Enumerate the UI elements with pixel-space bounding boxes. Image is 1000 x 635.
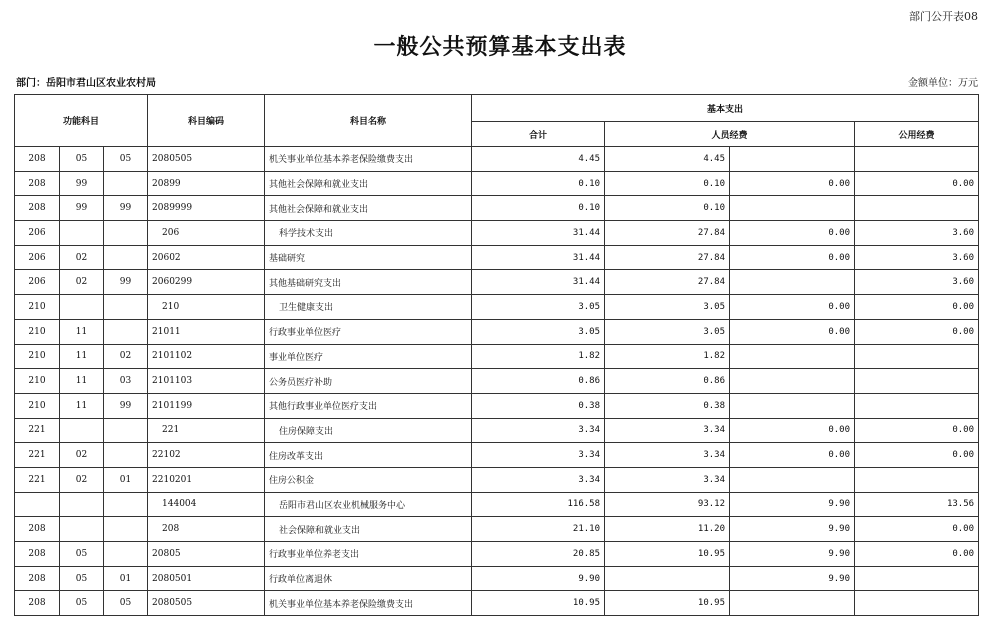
personnel-cell: 1.82 (605, 344, 730, 369)
public-cell: 0.00 (730, 295, 855, 320)
table-row (15, 196, 979, 221)
func-class-cell: 208 (15, 196, 60, 221)
func-item-cell: 02 (104, 344, 148, 369)
subject-code-cell: 2101199 (148, 393, 265, 418)
public-cell: 0.00 (730, 319, 855, 344)
func-item-cell (104, 319, 148, 344)
total-cell: 3.34 (472, 443, 605, 468)
func-item-cell: 05 (104, 591, 148, 616)
subject-name-cell: 基础研究 (265, 245, 472, 270)
table-row (15, 418, 979, 443)
header-basic-expenditure: 基本支出 (472, 95, 979, 122)
func-class-cell: 210 (15, 393, 60, 418)
table-row (15, 566, 979, 591)
subject-code-cell: 2101103 (148, 369, 265, 394)
subject-code-cell: 208 (148, 517, 265, 542)
func-item-cell (104, 443, 148, 468)
table-row (15, 270, 979, 295)
func-item-cell (104, 221, 148, 246)
table-row (15, 591, 979, 616)
func-section-cell (60, 295, 104, 320)
subject-code-cell: 210 (148, 295, 265, 320)
table-row (15, 221, 979, 246)
total-cell: 0.10 (472, 196, 605, 221)
func-section-cell: 05 (60, 542, 104, 567)
public-cell (730, 270, 855, 295)
public-expense-cell: 0.00 (855, 517, 979, 542)
total-cell: 31.44 (472, 245, 605, 270)
public-expense-cell (855, 591, 979, 616)
public-cell (730, 344, 855, 369)
func-item-cell: 05 (104, 147, 148, 172)
table-row (15, 245, 979, 270)
total-cell: 3.34 (472, 418, 605, 443)
func-item-cell: 01 (104, 467, 148, 492)
func-section-cell: 05 (60, 147, 104, 172)
personnel-cell: 93.12 (605, 492, 730, 517)
func-section-cell: 11 (60, 319, 104, 344)
public-expense-cell: 0.00 (855, 418, 979, 443)
func-class-cell: 208 (15, 542, 60, 567)
public-cell: 0.00 (730, 221, 855, 246)
subject-code-cell: 2089999 (148, 196, 265, 221)
func-class-cell: 208 (15, 517, 60, 542)
personnel-cell: 27.84 (605, 221, 730, 246)
personnel-cell: 3.34 (605, 443, 730, 468)
public-cell: 9.90 (730, 542, 855, 567)
func-class-cell: 221 (15, 443, 60, 468)
func-item-cell (104, 517, 148, 542)
func-item-cell (104, 542, 148, 567)
table-row (15, 542, 979, 567)
public-cell (730, 196, 855, 221)
public-expense-cell: 3.60 (855, 245, 979, 270)
public-expense-cell (855, 196, 979, 221)
personnel-cell: 0.10 (605, 171, 730, 196)
func-section-cell (60, 517, 104, 542)
total-cell: 0.86 (472, 369, 605, 394)
subject-name-cell: 住房改革支出 (265, 443, 472, 468)
personnel-cell: 3.05 (605, 319, 730, 344)
func-section-cell (60, 418, 104, 443)
subject-name-cell: 机关事业单位基本养老保险缴费支出 (265, 591, 472, 616)
func-item-cell (104, 245, 148, 270)
func-section-cell: 99 (60, 196, 104, 221)
func-class-cell: 206 (15, 270, 60, 295)
func-class-cell: 208 (15, 591, 60, 616)
public-expense-cell: 0.00 (855, 319, 979, 344)
personnel-cell: 10.95 (605, 542, 730, 567)
total-cell: 3.05 (472, 295, 605, 320)
subject-name-cell: 卫生健康支出 (265, 295, 472, 320)
table-row (15, 295, 979, 320)
subject-name-cell: 住房保障支出 (265, 418, 472, 443)
func-section-cell: 02 (60, 443, 104, 468)
total-cell: 4.45 (472, 147, 605, 172)
personnel-cell (605, 566, 730, 591)
personnel-cell: 27.84 (605, 270, 730, 295)
subject-code-cell: 221 (148, 418, 265, 443)
subject-name-cell: 其他社会保障和就业支出 (265, 171, 472, 196)
func-class-cell: 206 (15, 245, 60, 270)
total-cell: 31.44 (472, 270, 605, 295)
public-expense-cell (855, 147, 979, 172)
func-item-cell: 01 (104, 566, 148, 591)
subject-code-cell: 206 (148, 221, 265, 246)
subject-name-cell: 住房公积金 (265, 467, 472, 492)
func-class-cell: 210 (15, 369, 60, 394)
department-label: 部门：岳阳市君山区农业农村局 (16, 78, 156, 89)
func-class-cell: 210 (15, 319, 60, 344)
func-item-cell (104, 418, 148, 443)
func-section-cell: 11 (60, 369, 104, 394)
subject-name-cell: 机关事业单位基本养老保险缴费支出 (265, 147, 472, 172)
public-expense-cell: 0.00 (855, 443, 979, 468)
subject-code-cell: 20899 (148, 171, 265, 196)
personnel-cell: 4.45 (605, 147, 730, 172)
personnel-cell: 0.86 (605, 369, 730, 394)
total-cell: 10.95 (472, 591, 605, 616)
subject-name-cell: 岳阳市君山区农业机械服务中心 (265, 492, 472, 517)
subject-code-cell: 2080505 (148, 147, 265, 172)
public-cell: 9.90 (730, 492, 855, 517)
subject-code-cell: 144004 (148, 492, 265, 517)
func-section-cell: 05 (60, 591, 104, 616)
table-row (15, 171, 979, 196)
public-expense-cell: 13.56 (855, 492, 979, 517)
total-cell: 1.82 (472, 344, 605, 369)
total-cell: 31.44 (472, 221, 605, 246)
func-section-cell: 11 (60, 393, 104, 418)
personnel-cell: 0.38 (605, 393, 730, 418)
table-row (15, 443, 979, 468)
personnel-cell: 3.05 (605, 295, 730, 320)
public-cell: 9.90 (730, 566, 855, 591)
func-item-cell: 99 (104, 393, 148, 418)
budget-table (14, 94, 979, 616)
func-section-cell: 99 (60, 171, 104, 196)
func-class-cell (15, 492, 60, 517)
total-cell: 9.90 (472, 566, 605, 591)
total-cell: 0.10 (472, 171, 605, 196)
func-class-cell: 208 (15, 171, 60, 196)
public-cell (730, 467, 855, 492)
header-func-subject: 功能科目 (15, 95, 148, 147)
header-personnel: 人员经费 (605, 122, 855, 147)
func-section-cell (60, 492, 104, 517)
table-row (15, 369, 979, 394)
func-section-cell: 02 (60, 270, 104, 295)
subject-code-cell: 2080505 (148, 591, 265, 616)
func-class-cell: 208 (15, 147, 60, 172)
personnel-cell: 11.20 (605, 517, 730, 542)
public-expense-cell: 0.00 (855, 171, 979, 196)
func-section-cell: 11 (60, 344, 104, 369)
public-expense-cell: 0.00 (855, 295, 979, 320)
subject-code-cell: 2101102 (148, 344, 265, 369)
personnel-cell: 0.10 (605, 196, 730, 221)
personnel-cell: 10.95 (605, 591, 730, 616)
header-public: 公用经费 (855, 122, 979, 147)
func-item-cell (104, 171, 148, 196)
public-expense-cell (855, 369, 979, 394)
subject-code-cell: 2080501 (148, 566, 265, 591)
page-title: 一般公共预算基本支出表 (373, 34, 627, 60)
public-cell: 0.00 (730, 443, 855, 468)
subject-name-cell: 其他社会保障和就业支出 (265, 196, 472, 221)
table-row (15, 517, 979, 542)
public-cell: 0.00 (730, 245, 855, 270)
public-expense-cell (855, 566, 979, 591)
public-cell: 0.00 (730, 171, 855, 196)
table-row (15, 492, 979, 517)
subject-name-cell: 公务员医疗补助 (265, 369, 472, 394)
func-item-cell (104, 492, 148, 517)
table-row (15, 319, 979, 344)
subject-name-cell: 事业单位医疗 (265, 344, 472, 369)
public-expense-cell (855, 344, 979, 369)
func-section-cell: 02 (60, 467, 104, 492)
total-cell: 21.10 (472, 517, 605, 542)
subject-name-cell: 社会保障和就业支出 (265, 517, 472, 542)
header-name: 科目名称 (265, 95, 472, 147)
func-item-cell (104, 295, 148, 320)
public-cell (730, 393, 855, 418)
personnel-cell: 3.34 (605, 418, 730, 443)
subject-code-cell: 22102 (148, 443, 265, 468)
personnel-cell: 3.34 (605, 467, 730, 492)
public-expense-cell (855, 393, 979, 418)
table-body (15, 147, 979, 616)
personnel-cell: 27.84 (605, 245, 730, 270)
public-cell (730, 147, 855, 172)
subject-code-cell: 20602 (148, 245, 265, 270)
public-cell (730, 369, 855, 394)
func-class-cell: 221 (15, 467, 60, 492)
func-class-cell: 210 (15, 295, 60, 320)
subject-name-cell: 行政事业单位医疗 (265, 319, 472, 344)
subject-name-cell: 其他行政事业单位医疗支出 (265, 393, 472, 418)
table-row (15, 344, 979, 369)
total-cell: 116.58 (472, 492, 605, 517)
subject-code-cell: 2060299 (148, 270, 265, 295)
table-row (15, 467, 979, 492)
subject-name-cell: 科学技术支出 (265, 221, 472, 246)
total-cell: 0.38 (472, 393, 605, 418)
subject-code-cell: 2210201 (148, 467, 265, 492)
subject-name-cell: 行政事业单位养老支出 (265, 542, 472, 567)
func-section-cell: 05 (60, 566, 104, 591)
public-expense-cell: 0.00 (855, 542, 979, 567)
public-cell: 9.90 (730, 517, 855, 542)
total-cell: 3.34 (472, 467, 605, 492)
header-code: 科目编码 (148, 95, 265, 147)
func-class-cell: 210 (15, 344, 60, 369)
public-expense-cell (855, 467, 979, 492)
total-cell: 3.05 (472, 319, 605, 344)
table-row (15, 393, 979, 418)
func-item-cell: 99 (104, 270, 148, 295)
subject-code-cell: 21011 (148, 319, 265, 344)
subject-name-cell: 行政单位离退休 (265, 566, 472, 591)
header-total: 合计 (472, 122, 605, 147)
subject-code-cell: 20805 (148, 542, 265, 567)
table-header (15, 95, 979, 147)
unit-label: 金额单位：万元 (908, 78, 978, 89)
public-cell (730, 591, 855, 616)
table-row (15, 147, 979, 172)
func-section-cell: 02 (60, 245, 104, 270)
table-number: 部门公开表08 (909, 10, 978, 23)
func-class-cell: 206 (15, 221, 60, 246)
func-class-cell: 221 (15, 418, 60, 443)
public-expense-cell: 3.60 (855, 221, 979, 246)
public-expense-cell: 3.60 (855, 270, 979, 295)
total-cell: 20.85 (472, 542, 605, 567)
func-class-cell: 208 (15, 566, 60, 591)
func-item-cell: 99 (104, 196, 148, 221)
func-section-cell (60, 221, 104, 246)
subject-name-cell: 其他基础研究支出 (265, 270, 472, 295)
public-cell: 0.00 (730, 418, 855, 443)
func-item-cell: 03 (104, 369, 148, 394)
